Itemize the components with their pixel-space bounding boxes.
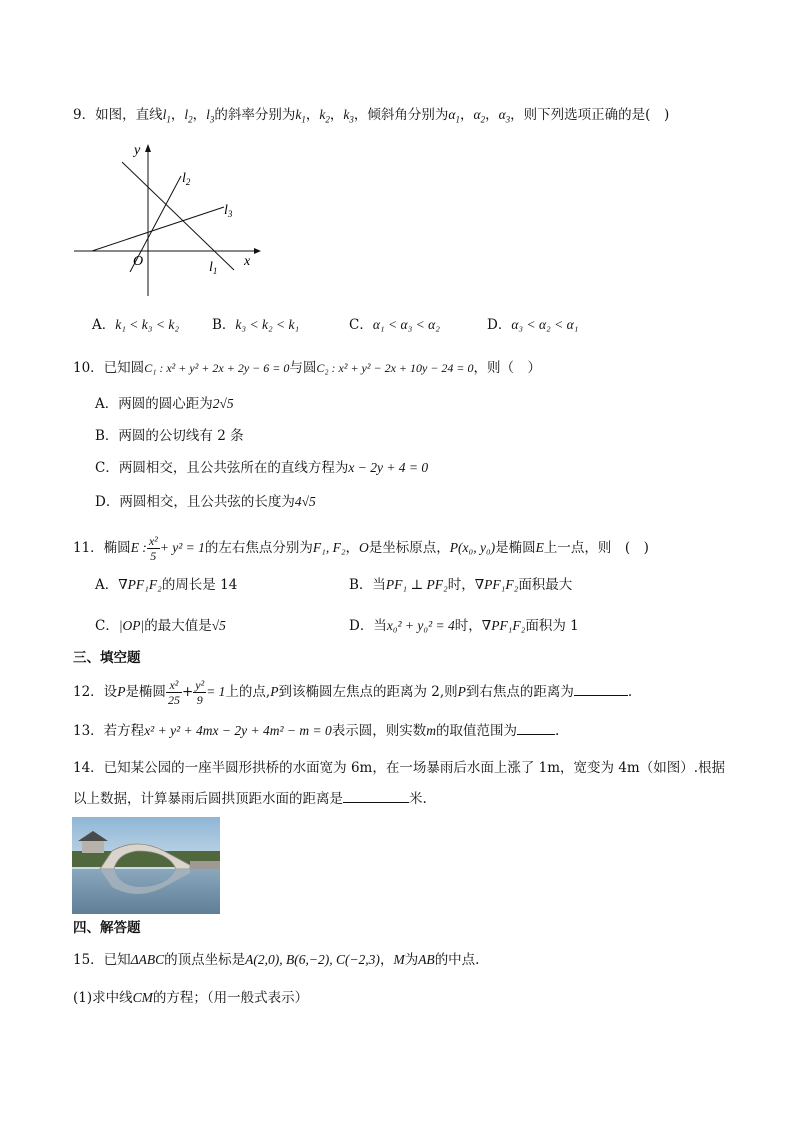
q11-option-c[interactable]: C．|OP|的最大值是√5 [95,618,226,634]
q12-answer-blank[interactable] [574,681,628,696]
q13-answer-blank[interactable] [517,720,555,735]
q9-line-graph [70,140,270,300]
q10-option-d[interactable]: D．两圆相交，且公共弦的长度为4√5 [95,494,316,510]
q10-option-a[interactable]: A．两圆的圆心距为2√5 [95,396,234,412]
q9-stem: 9．如图，直线$l_1$，$l_2$，$l_3$的斜率分别为$k_1$，$k_2$，$k_3$，倾斜角分别为$\alpha_1$，$\alpha_2$，$\alpha_3$，则下列选项正确的是( ) [73,107,670,125]
q10-stem: 10．已知圆C₁ : x² + y² + 2x + 2y − 6 = 0与圆C₂ : x² + y² − 2x + 10y − 24 = 0，则（ ） [73,360,542,376]
q9-option-a[interactable]: A．k₁ < k₃ < k₂ [92,317,180,333]
q15-part1: (1)求中线CM的方程；（用一般式表示） [73,990,309,1006]
q10-option-b[interactable]: B．两圆的公切线有 2 条 [95,428,244,444]
q14-line2: 以上数据，计算暴雨后圆拱顶距水面的距离是 米. [73,788,427,809]
x-axis-arrow [254,248,261,254]
q11-stem: 11．椭圆E : $\frac{\text{x²}}{5}$ + y² = 1的左右焦点分别为F₁, F₂，O是坐标原点，P(x₀, y₀)是椭圆E上一点，则 ( ) [73,534,649,563]
y-label: y [134,143,141,158]
pavilion [82,839,104,853]
q11-option-d[interactable]: D．当x₀² + y₀² = 4时，∇PF₁F₂面积为 1 [349,618,579,634]
q15-stem: 15．已知ΔABC的顶点坐标是A(2,0), B(6,−2), C(−2,3)，M为AB的中点. [73,952,480,968]
q9-option-b[interactable]: B．k₃ < k₂ < k₁ [212,317,300,333]
section-heading-solve: 四、解答题 [73,920,141,936]
q12-stem: 12．设P是椭圆 $\frac{\text{x²}}{25}$ + $\frac{\text{y²}}{9}$ = 1上的点,P到该椭圆左焦点的距离为 2,则P到右焦点的距离为 . [73,678,633,707]
q11-option-b[interactable]: B．当PF₁ ⊥ PF₂时，∇PF₁F₂面积最大 [349,577,573,593]
bridge-photo [72,817,220,914]
fraction-x: $\frac{\text{x²}}{25}$ [167,678,180,707]
shore-right [190,861,220,869]
line-l3 [92,207,224,251]
q11-option-a[interactable]: A．∇PF₁F₂的周长是 14 [95,577,238,593]
q9-option-d[interactable]: D．α₃ < α₂ < α₁ [487,317,579,333]
origin-label: O [133,254,144,269]
q14-line1: 14．已知某公园的一座半圆形拱桥的水面宽为 6m，在一场暴雨后水面上涨了 1m，宽变为 4m（如图）.根据 [73,760,726,776]
l3-label: $l_3$ [224,203,233,219]
q9-option-c[interactable]: C．α₁ < α₃ < α₂ [349,317,440,333]
q14-answer-blank[interactable] [343,788,409,803]
x-label: x [244,254,251,269]
fraction-y: $\frac{\text{y²}}{9}$ [195,678,205,707]
section-heading-fill-in: 三、填空题 [73,650,141,666]
q10-option-c[interactable]: C．两圆相交，且公共弦所在的直线方程为x − 2y + 4 = 0 [95,460,429,476]
q13-stem: 13．若方程x² + y² + 4mx − 2y + 4m² − m = 0表示圆，则实数m的取值范围为 . [73,720,559,741]
l1-label: $l_1$ [209,260,218,276]
fraction: $\frac{\text{x²}}{5}$ [148,534,158,563]
l2-label: $l_2$ [182,171,191,187]
y-axis-arrow [145,144,151,152]
